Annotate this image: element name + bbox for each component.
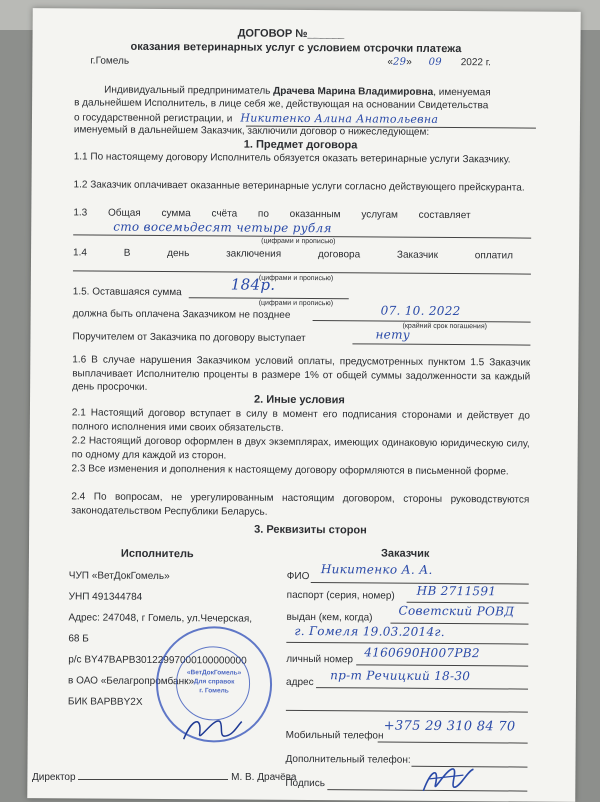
- section-1-heading: 1. Предмет договора: [243, 138, 358, 152]
- executor-name: ЧУП «ВетДокГомель»: [68, 570, 170, 583]
- mobile-line: [378, 742, 528, 744]
- clause-1-4: 1.4 В день заключения договора Заказчик оплатил: [73, 247, 514, 262]
- issued-value-1: Советский РОВД: [398, 603, 515, 619]
- section-3-heading: 3. Реквизиты сторон: [254, 523, 367, 537]
- director-signature: [178, 709, 248, 749]
- issued-value-2: г. Гомеля 19.03.2014г.: [294, 623, 445, 639]
- clause-2-3: 2.3 Все изменения и дополнения к настоящему договору оформляются в письменной форме.: [71, 463, 509, 478]
- address-line-2: [286, 710, 528, 713]
- personal-number-label: личный номер: [286, 653, 354, 666]
- issued-label: выдан (кем, когда): [286, 611, 373, 624]
- contract-subtitle: оказания ветеринарных услуг с условием отсрочки платежа: [130, 40, 462, 56]
- clause-1-1: 1.1 По настоящему договору Исполнитель обязуется оказать ветеринарные услуги Заказчику.: [73, 151, 511, 166]
- preamble-line-3: о государственной регистрации, и Никитенко Алина Анатольевна: [73, 111, 439, 126]
- customer-fio-value: Никитенко А. А.: [320, 562, 433, 577]
- due-label: должна быть оплачена Заказчиком не позднее: [72, 308, 291, 321]
- executor-address-1: Адрес: 247048, г Гомель, ул.Чечерская,: [68, 612, 253, 625]
- issued-line-2: [286, 642, 528, 645]
- extra-phone-label: Дополнительный телефон:: [285, 753, 411, 766]
- clause-2-2: 2.2 Настоящий договор оформлен в двух экземплярах, имеющих одинаковую юридическую силу, по одному для каждой из сторон.: [71, 435, 530, 461]
- signature-label: Подпись: [285, 777, 325, 790]
- passport-value: HB 2711591: [416, 583, 497, 599]
- clause-1-6: 1.6 В случае нарушения Заказчиком условий оплаты, предусмотренных пунктом 1.5 Заказчик выплачивает Исполнителю проценты в размере 1% от общей суммы задолженности за каждый день просрочки.: [72, 354, 531, 393]
- note-digits-words-2: (цифрами и прописью): [258, 274, 334, 283]
- clause-2-4: 2.4 По вопросам, не урегулированным настоящим договором, стороны руководствуются законодательством Республики Беларусь.: [71, 491, 530, 518]
- passport-label: паспорт (серия, номер): [286, 589, 395, 602]
- customer-signature: [419, 763, 479, 797]
- due-date: 07. 10. 2022: [380, 303, 461, 319]
- contract-document: [27, 8, 581, 802]
- paid-line: [73, 270, 531, 274]
- clause-1-2: 1.2 Заказчик оплачивает оказанные ветеринарные услуги согласно действующего прейскуранта.: [73, 179, 525, 194]
- customer-address-value: пр-т Речицкий 18-30: [330, 668, 471, 684]
- contract-date: «29» 09 2022 г.: [387, 56, 492, 69]
- contract-title: ДОГОВОР №______: [237, 27, 345, 41]
- note-digits-words-3: (цифрами и прописью): [258, 299, 334, 308]
- guarantor-label: Поручителем от Заказчика по договору выступает: [72, 331, 306, 345]
- note-due-deadline: (крайний срок погашения): [402, 322, 487, 331]
- executor-address-2: 68 Б: [68, 633, 89, 645]
- guarantor-value: нету: [375, 327, 411, 342]
- clause-1-3-amount: сто восемьдесят четыре рубля: [113, 219, 332, 236]
- address-line: [316, 687, 528, 689]
- personal-number-value: 4160690H007PB2: [364, 645, 480, 661]
- section-2-heading: 2. Иные условия: [253, 393, 345, 407]
- clause-1-5: 1.5. Оставшаяся сумма: [72, 286, 182, 299]
- mobile-label: Мобильный телефон: [285, 729, 384, 742]
- executor-account: р/с BY47BAPB30122997000100000000: [68, 654, 247, 667]
- preamble-line-1: Индивидуальный предприниматель Драчева Марина Владимировна, именуемая: [104, 84, 491, 99]
- preamble-line-4: именуемый в дальнейшем Заказчик, заключили договор о нижеследующем:: [73, 124, 430, 138]
- stamp-text: «ВетДокГомель» Для справок г. Гомель: [186, 669, 242, 695]
- clause-2-1: 2.1 Настоящий договор вступает в силу в момент его подписания сторонами и действует до полного исполнения ими своих обязательств.: [71, 407, 530, 434]
- preamble-line-2: в дальнейшем Исполнитель, в лице себя же, действующая на основании Свидетельства: [74, 97, 489, 112]
- guarantor-line: [352, 343, 530, 345]
- executor-bic: БИК BAPBBY2X: [67, 696, 143, 708]
- note-digits-words-1: (цифрами и прописью): [261, 237, 336, 246]
- clause-1-3: 1.3 Общая сумма счёта по оказанным услугам составляет: [73, 207, 471, 222]
- clause-1-5-amount: 184р.: [230, 275, 276, 294]
- customer-heading: Заказчик: [380, 547, 430, 560]
- customer-fio-label: ФИО: [286, 570, 310, 583]
- personal-number-line: [356, 664, 528, 666]
- executor-unp: УНП 491344784: [68, 591, 143, 603]
- contract-city: г.Гомель: [90, 55, 130, 67]
- customer-address-label: адрес: [286, 676, 314, 689]
- mobile-value: +375 29 310 84 70: [383, 718, 516, 735]
- director-row: Директор М. В. Драчёва: [32, 772, 297, 783]
- executor-heading: Исполнитель: [120, 547, 194, 561]
- executor-bank: в ОАО «Белагропромбанк»: [68, 675, 195, 688]
